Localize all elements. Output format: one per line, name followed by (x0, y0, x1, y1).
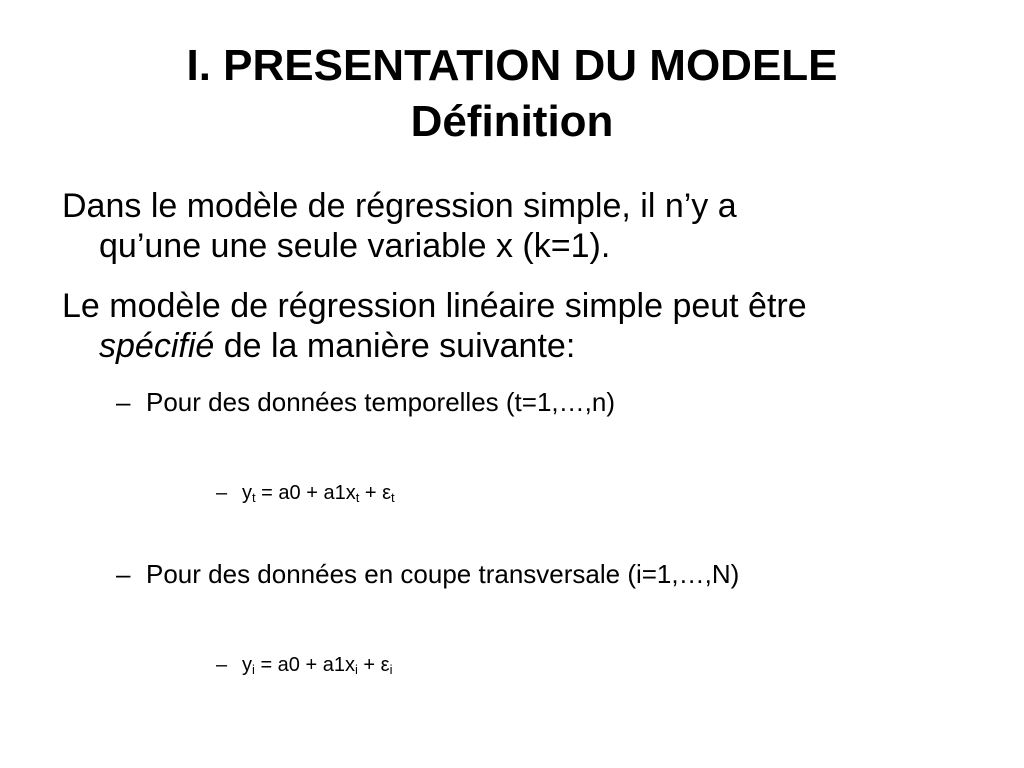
eq1-mid: = a0 + a1x (255, 482, 356, 504)
paragraph-2-line-2 (62, 326, 962, 366)
eq2-y: y (242, 654, 252, 676)
paragraph-1-line-2: qu’une une seule variable x (k=1). (99, 227, 611, 265)
equation-cross-section (216, 652, 392, 678)
bullet-dash: – (216, 654, 228, 676)
eq2-mid: = a0 + a1x (254, 654, 355, 676)
sub-bullet-temporal-text: Pour des données temporelles (t=1,…,n) (146, 387, 615, 417)
slide-title (0, 38, 1024, 150)
sub-bullet-temporal (116, 386, 615, 418)
bullet-dash: – (116, 387, 131, 417)
equation-temporal (216, 480, 395, 506)
title-line-2: Définition (410, 97, 614, 146)
paragraph-2-line-1: Le modèle de régression linéaire simple peut être (62, 287, 807, 325)
sub-bullet-cross-section (116, 558, 739, 590)
eq2-error: + ε (357, 654, 390, 676)
eq1-error-subscript: t (391, 490, 395, 505)
title-line-1: I. PRESENTATION DU MODELE (186, 41, 838, 90)
paragraph-regression-simple (62, 186, 962, 266)
bullet-dash: – (116, 559, 131, 589)
italic-specifie: spécifié (99, 327, 215, 365)
eq1-x-subscript: t (355, 490, 360, 505)
paragraph-2-line-2-rest: de la manière suivante: (214, 327, 576, 365)
eq2-error-subscript: i (389, 662, 393, 677)
eq2-x-subscript: i (354, 662, 358, 677)
paragraph-model-specification (62, 286, 962, 366)
eq1-y: y (242, 482, 252, 504)
eq2-y-subscript: i (252, 662, 255, 677)
sub-bullet-cross-section-text: Pour des données en coupe transversale (i=1,…,N) (146, 559, 740, 589)
eq1-y-subscript: t (252, 490, 256, 505)
bullet-dash: – (216, 482, 228, 504)
paragraph-1-line-1: Dans le modèle de régression simple, il n’y a (62, 187, 737, 225)
eq1-error: + ε (359, 482, 392, 504)
